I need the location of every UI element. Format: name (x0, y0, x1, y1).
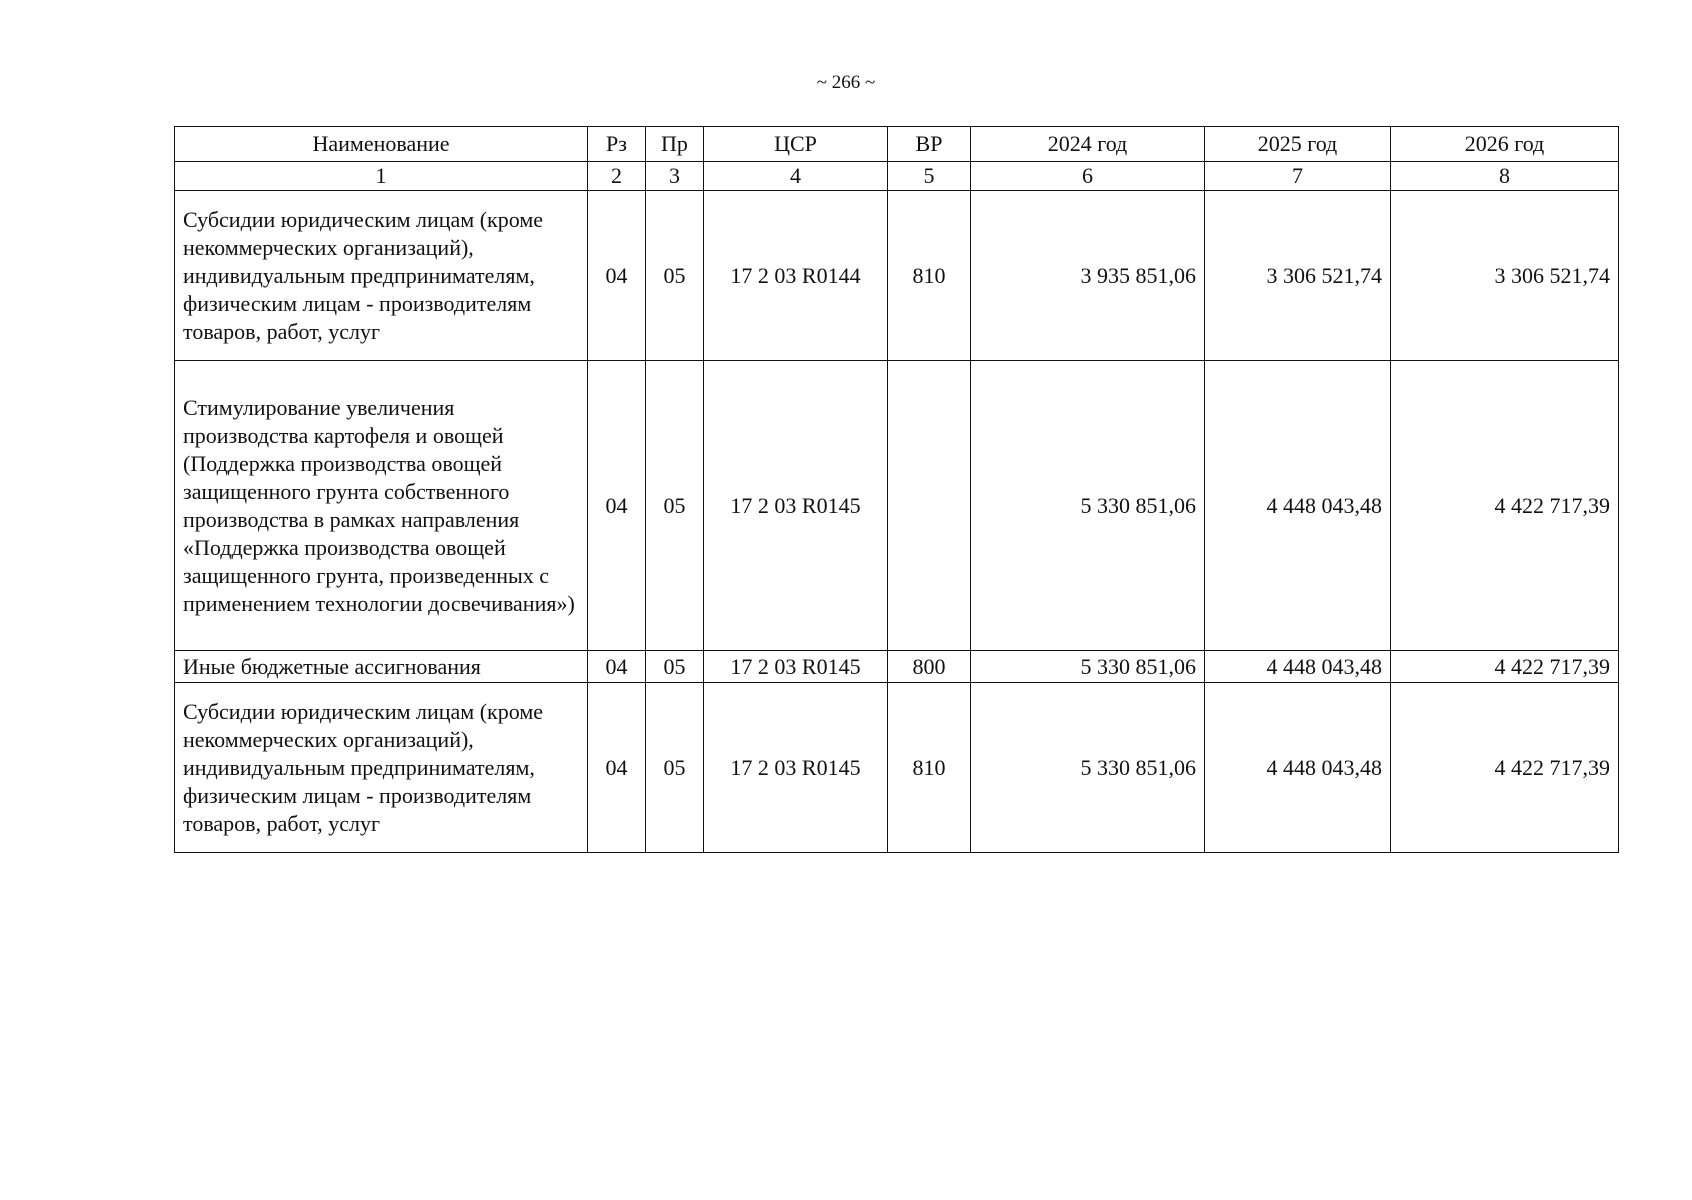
row-vr (888, 361, 971, 651)
row-pr: 05 (646, 683, 704, 853)
row-rz: 04 (588, 361, 646, 651)
table-row (175, 651, 1619, 683)
row-2026: 3 306 521,74 (1391, 191, 1619, 361)
row-name: Стимулирование увеличения производства картофеля и овощей (Поддержка производства овощей защищенного грунта собственного производства в рамках направления «Поддержка производства овощей защищенного грунта, произведенных с применением технологии досвечивания») (175, 361, 588, 651)
row-2026: 4 422 717,39 (1391, 361, 1619, 651)
column-number: 5 (888, 162, 971, 191)
column-number: 7 (1205, 162, 1391, 191)
header-2024: 2024 год (971, 127, 1205, 162)
row-csr: 17 2 03 R0145 (704, 683, 888, 853)
header-rz: Рз (588, 127, 646, 162)
row-vr: 800 (888, 651, 971, 683)
row-name: Иные бюджетные ассигнования (175, 651, 588, 683)
row-2026: 4 422 717,39 (1391, 651, 1619, 683)
column-number: 8 (1391, 162, 1619, 191)
row-2024: 5 330 851,06 (971, 361, 1205, 651)
column-number: 4 (704, 162, 888, 191)
row-2025: 4 448 043,48 (1205, 683, 1391, 853)
column-number: 1 (175, 162, 588, 191)
header-2025: 2025 год (1205, 127, 1391, 162)
page-number: ~ 266 ~ (816, 72, 876, 93)
row-csr: 17 2 03 R0145 (704, 361, 888, 651)
row-csr: 17 2 03 R0145 (704, 651, 888, 683)
table-row (175, 191, 1619, 361)
table-row (175, 683, 1619, 853)
budget-table (174, 126, 1619, 853)
row-2024: 3 935 851,06 (971, 191, 1205, 361)
row-pr: 05 (646, 651, 704, 683)
row-2024: 5 330 851,06 (971, 651, 1205, 683)
row-rz: 04 (588, 683, 646, 853)
row-vr: 810 (888, 683, 971, 853)
header-pr: Пр (646, 127, 704, 162)
row-pr: 05 (646, 361, 704, 651)
row-2024: 5 330 851,06 (971, 683, 1205, 853)
row-vr: 810 (888, 191, 971, 361)
column-number-row (175, 162, 1619, 191)
row-2025: 3 306 521,74 (1205, 191, 1391, 361)
column-number: 6 (971, 162, 1205, 191)
row-csr: 17 2 03 R0144 (704, 191, 888, 361)
row-2025: 4 448 043,48 (1205, 651, 1391, 683)
row-name: Субсидии юридическим лицам (кроме некоммерческих организаций), индивидуальным предпринимателям, физическим лицам - производителям товаров, работ, услуг (175, 191, 588, 361)
row-rz: 04 (588, 651, 646, 683)
row-rz: 04 (588, 191, 646, 361)
header-row (175, 127, 1619, 162)
row-pr: 05 (646, 191, 704, 361)
column-number: 3 (646, 162, 704, 191)
header-name: Наименование (175, 127, 588, 162)
header-csr: ЦСР (704, 127, 888, 162)
row-2025: 4 448 043,48 (1205, 361, 1391, 651)
header-vr: ВР (888, 127, 971, 162)
row-2026: 4 422 717,39 (1391, 683, 1619, 853)
table-row (175, 361, 1619, 651)
header-2026: 2026 год (1391, 127, 1619, 162)
column-number: 2 (588, 162, 646, 191)
row-name: Субсидии юридическим лицам (кроме некоммерческих организаций), индивидуальным предпринимателям, физическим лицам - производителям товаров, работ, услуг (175, 683, 588, 853)
